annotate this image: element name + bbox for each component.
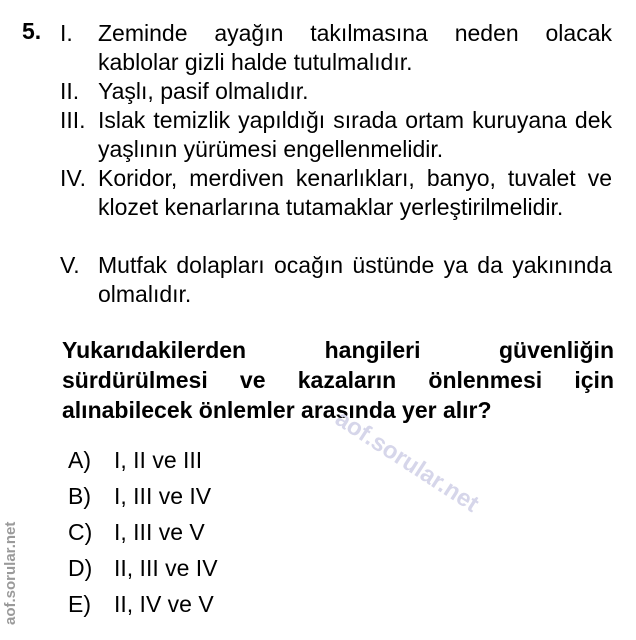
statement-1 bbox=[60, 19, 612, 77]
statement-4 bbox=[60, 164, 612, 222]
statement-numeral: II. bbox=[60, 78, 80, 104]
statement-text: Mutfak dolapları ocağın üstünde ya da yakınında olmalıdır. bbox=[98, 252, 612, 307]
question-stem: Yukarıdakilerden hangileri güvenliğin sürdürülmesi ve kazaların önlenmesi için alınabilecek önlemler arasında yer alır? bbox=[62, 337, 614, 423]
option-text: I, III ve V bbox=[114, 519, 205, 545]
statement-3 bbox=[60, 106, 612, 164]
option-text: I, II ve III bbox=[114, 447, 203, 473]
watermark-diagonal: aof.sorular.net bbox=[330, 405, 484, 518]
statement-text: Islak temizlik yapıldığı sırada ortam kuruyana dek yaşlının yürümesi engellenmelidir. bbox=[98, 107, 612, 162]
question-number: 5. bbox=[22, 18, 42, 44]
option-text: I, III ve IV bbox=[114, 483, 212, 509]
option-letter: B) bbox=[68, 483, 91, 509]
option-d[interactable] bbox=[68, 555, 218, 582]
option-e[interactable] bbox=[68, 591, 214, 618]
watermark-vertical: aof.sorular.net bbox=[2, 521, 19, 625]
option-c[interactable] bbox=[68, 519, 205, 546]
option-letter: C) bbox=[68, 519, 93, 545]
option-letter: E) bbox=[68, 591, 91, 617]
statement-text: Koridor, merdiven kenarlıkları, banyo, tuvalet ve klozet kenarlarına tutamaklar yerleştirilmelidir. bbox=[98, 165, 612, 220]
statement-text: Yaşlı, pasif olmalıdır. bbox=[98, 78, 309, 104]
option-letter: A) bbox=[68, 447, 91, 473]
option-text: II, III ve IV bbox=[114, 555, 218, 581]
option-letter: D) bbox=[68, 555, 93, 581]
option-a[interactable] bbox=[68, 447, 202, 474]
option-text: II, IV ve V bbox=[114, 591, 214, 617]
statement-numeral: IV. bbox=[60, 165, 87, 191]
statement-numeral: III. bbox=[60, 107, 86, 133]
statement-numeral: I. bbox=[60, 20, 73, 46]
statement-numeral: V. bbox=[60, 252, 80, 278]
option-b[interactable] bbox=[68, 483, 211, 510]
statement-2 bbox=[60, 77, 612, 106]
statement-text: Zeminde ayağın takılmasına neden olacak kablolar gizli halde tutulmalıdır. bbox=[98, 20, 612, 75]
statement-5 bbox=[60, 251, 612, 309]
